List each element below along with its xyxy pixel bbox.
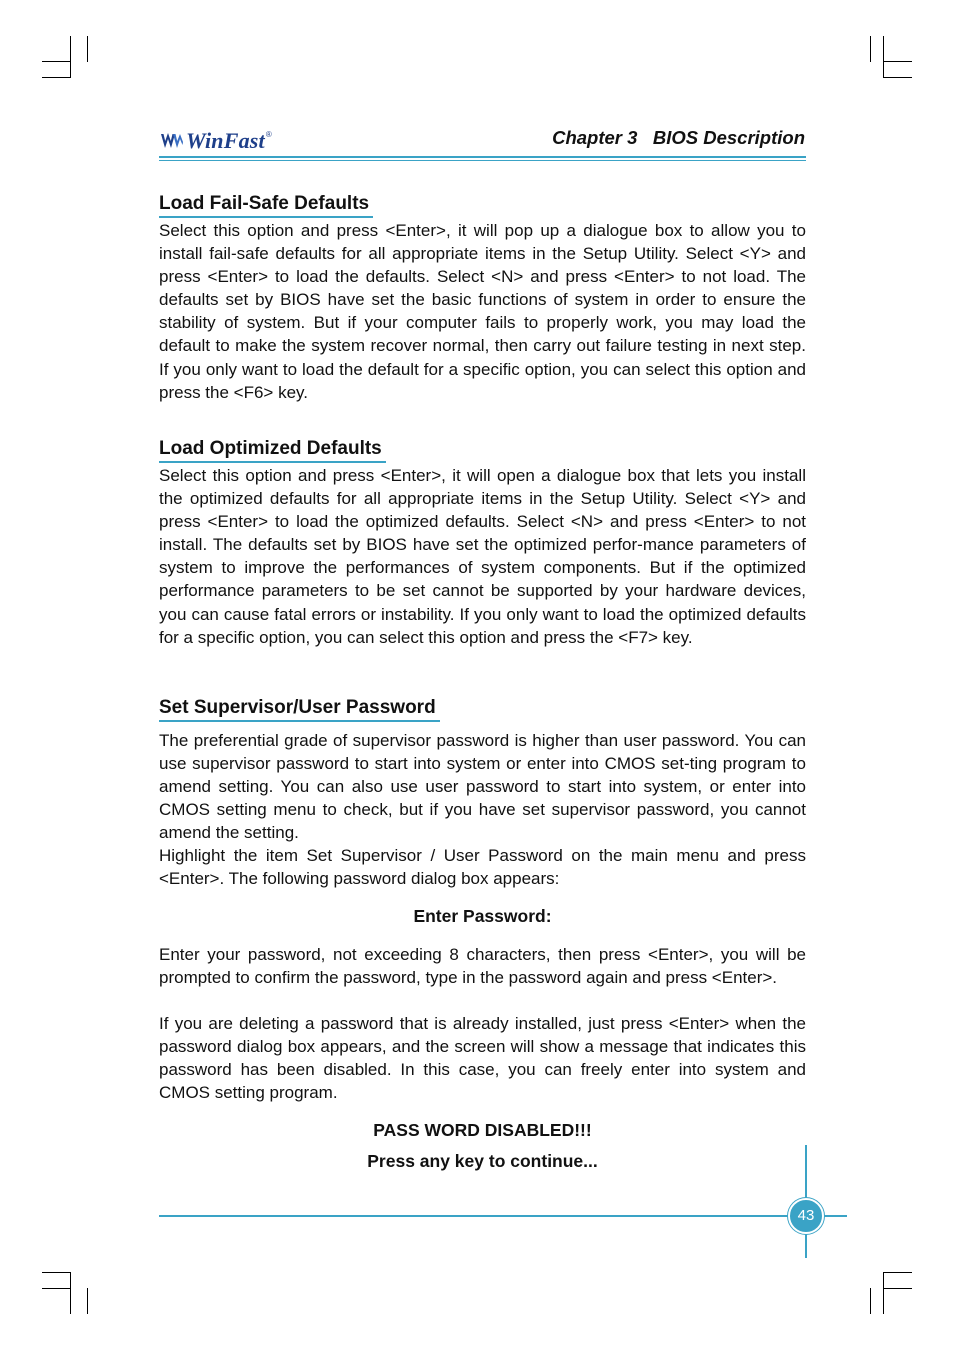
press-any-key-message: Press any key to continue... [367, 1151, 598, 1171]
crop-mark [70, 1272, 71, 1314]
section-body-password: The preferential grade of supervisor password is higher than user password. You can use supervisor password to start into system or enter into CMOS set-ting program to amend setting. You can also use user password to start into system, or enter into CMOS setting menu to check, but if you have set supervisor password, you cannot amend the setting. [159, 731, 806, 843]
crop-mark [70, 36, 71, 78]
section-heading-load-fail-safe: Load Fail-Safe Defaults [159, 193, 373, 218]
crop-mark [870, 36, 871, 62]
footer-rule [159, 1215, 847, 1217]
crop-mark [42, 1288, 71, 1289]
crop-mark [883, 36, 884, 78]
crop-mark [870, 1288, 871, 1314]
crop-mark [87, 36, 88, 62]
logo-registered-mark: ® [265, 129, 272, 139]
logo-text: WinFast [186, 128, 265, 153]
page-number: 43 [788, 1198, 824, 1234]
section-body-password-enter: Enter your password, not exceeding 8 characters, then press <Enter>, you will be prompted to confirm the password, type in the password again and press <Enter>. [159, 945, 806, 988]
winfast-logo [160, 126, 290, 156]
crop-mark [883, 61, 912, 62]
crop-mark [883, 77, 912, 78]
crop-mark [42, 1272, 71, 1273]
header-rule [159, 156, 806, 158]
enter-password-prompt: Enter Password: [413, 906, 552, 926]
crop-mark [87, 1288, 88, 1314]
section-heading-password: Set Supervisor/User Password [159, 697, 440, 722]
section-body-password-highlight: Highlight the item Set Supervisor / User Password on the main menu and press <Enter>. The following password dialog box appears: [159, 846, 806, 889]
password-disabled-message: PASS WORD DISABLED!!! [373, 1120, 592, 1140]
section-body-password-delete: If you are deleting a password that is already installed, just press <Enter> when the password dialog box appears, and the screen will show a message that indicates this password has been disabled. In this case, you can freely enter into system and CMOS setting program. [159, 1014, 806, 1103]
crop-mark [42, 61, 71, 62]
crop-mark [42, 77, 71, 78]
section-body-load-fail-safe: Select this option and press <Enter>, it will pop up a dialogue box to allow you to install fail-safe defaults for all appropriate items in the Setup Utility. Select <Y> and press <Enter> to load the defaults. Select <N> and press <Enter> to not load. The defaults set by BIOS have set the basic functions of system in order to ensure the stability of system. But if your computer fails to properly work, you may load the default to make the system recover normal, then carry out failure testing in next step. If you only want to load the default for a specific option, you can select this option and press the <F6> key. [159, 221, 806, 402]
section-body-load-optimized: Select this option and press <Enter>, it will open a dialogue box that lets you install the optimized defaults for all appropriate items in the Setup Utility. Select <Y> and press <Enter> to load the optimized defaults. Select <N> and press <Enter> to not install. The defaults set by BIOS have set the optimized perfor-mance parameters of system to improve the performances of system components. But if the optimized performance parameters to be set cannot be supported by your hardware devices, you can cause fatal errors or instability. If you only want to load the optimized defaults for a specific option, you can select this option and press the <F7> key. [159, 466, 806, 647]
header-rule-thin [159, 160, 806, 161]
crop-mark [883, 1272, 912, 1273]
crop-mark [883, 1272, 884, 1314]
section-heading-load-optimized: Load Optimized Defaults [159, 438, 386, 463]
winfast-logo-icon [160, 131, 184, 151]
chapter-title: Chapter 3 BIOS Description [552, 127, 805, 148]
crop-mark [883, 1288, 912, 1289]
